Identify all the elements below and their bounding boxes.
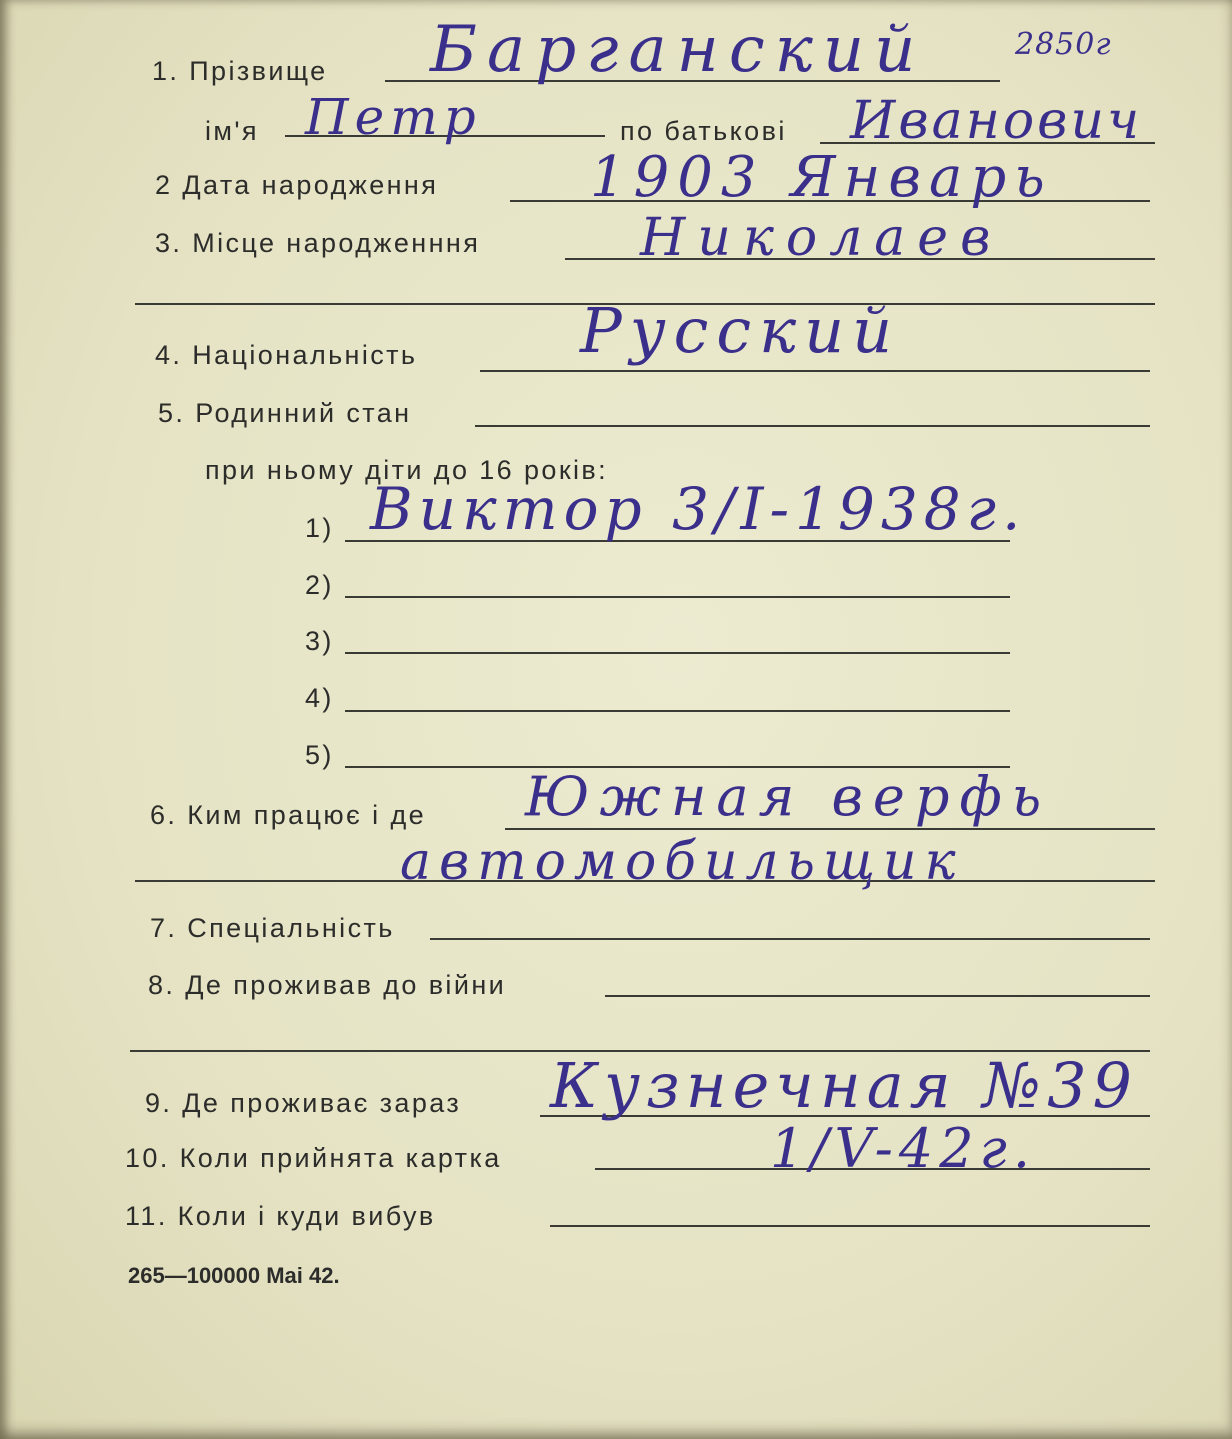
card-accepted-label: 10. Коли прийнята картка (125, 1143, 502, 1173)
children-label: при ньому діти до 16 років: (205, 455, 609, 485)
answer-line (505, 828, 1155, 830)
child-number: 2) (305, 570, 334, 600)
answer-line (605, 995, 1150, 997)
nationality-label: 4. Національність (155, 340, 418, 370)
work-label: 6. Ким працює і де (150, 800, 427, 830)
answer-line (345, 596, 1010, 598)
work-value: Южная верфь (525, 765, 1052, 828)
departed-label: 11. Коли і куди вибув (125, 1201, 436, 1231)
birthdate-value: 1903 Январь (590, 145, 1053, 210)
patronymic-label: по батькові (620, 116, 787, 146)
patronymic-value: Иванович (850, 91, 1143, 151)
answer-line (475, 425, 1150, 427)
specialty-label: 7. Спеціальність (150, 913, 395, 943)
birthdate-label: 2 Дата народження (155, 170, 439, 200)
child-number: 3) (305, 626, 334, 656)
answer-line (550, 1225, 1150, 1227)
name-value: Петр (305, 88, 482, 146)
handwritten-annotation: 2850г (1015, 27, 1112, 62)
card-accepted-value: 1/V-42г. (770, 1117, 1037, 1180)
child-number: 4) (305, 683, 334, 713)
nationality-value: Русский (580, 294, 901, 367)
child-number: 5) (305, 740, 334, 770)
name-label: ім'я (205, 116, 259, 146)
answer-line (430, 938, 1150, 940)
birthplace-label: 3. Місце народженння (155, 228, 481, 258)
prewar-residence-label: 8. Де проживав до війни (148, 970, 507, 1000)
child-number: 1) (305, 513, 334, 543)
marital-label: 5. Родинний стан (158, 398, 412, 428)
answer-line (345, 652, 1010, 654)
birthplace-value: Николаев (640, 208, 1003, 268)
work-value-continued: автомобильщик (400, 832, 964, 892)
child-value: Виктор 3/I-1938г. (370, 475, 1027, 543)
printer-imprint: 265—100000 Mai 42. (128, 1263, 340, 1288)
answer-line (345, 710, 1010, 712)
answer-line (480, 370, 1150, 372)
surname-label: 1. Прізвище (152, 56, 328, 86)
current-residence-label: 9. Де проживає зараз (145, 1088, 462, 1118)
current-residence-value: Кузнечная №39 (550, 1049, 1138, 1122)
surname-value: Барганский (430, 13, 926, 87)
